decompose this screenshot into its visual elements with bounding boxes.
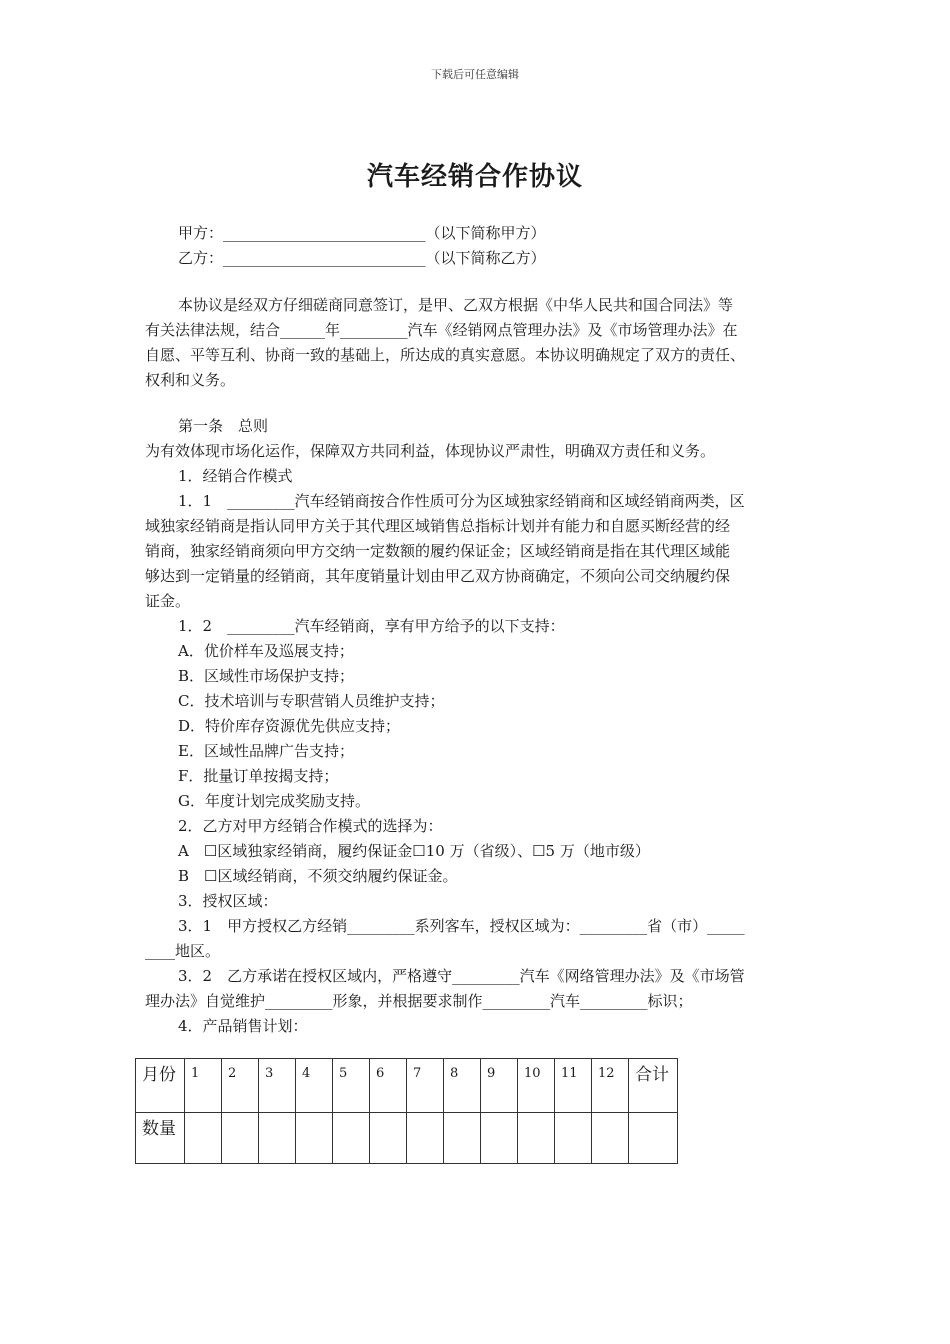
item3-heading: 3．授权区域： — [178, 892, 278, 910]
article-one — [145, 414, 810, 1039]
quantity-cell[interactable] — [296, 1113, 333, 1164]
quantity-cell[interactable] — [407, 1113, 444, 1164]
item1-1-line: 证金。 — [145, 592, 191, 610]
quantity-cell[interactable] — [185, 1113, 222, 1164]
article-heading: 第一条 总则 — [178, 417, 269, 435]
support-item: E．区域性品牌广告支持； — [178, 742, 354, 760]
item2-heading: 2．乙方对甲方经销合作模式的选择为： — [178, 817, 443, 835]
intro-line: 权利和义务。 — [145, 371, 236, 389]
quantity-cell[interactable] — [259, 1113, 296, 1164]
party-a: 甲方：___________________________（以下简称甲方） — [178, 224, 546, 242]
item3-2-line: 3．2 乙方承诺在授权区域内，严格遵守_________汽车《网络管理办法》及《市场管 — [178, 967, 745, 985]
intro-line: 有关法律法规，结合______年_________汽车《经销网点管理办法》及《市场管理办法》在 — [145, 321, 738, 339]
support-item: A．优价样车及巡展支持； — [178, 642, 354, 660]
item3-1-line: ____地区。 — [145, 942, 221, 960]
item1-1-line: 1．1 _________汽车经销商按合作性质可分为区域独家经销商和区域经销商两类，区 — [178, 492, 745, 510]
quantity-cell[interactable] — [481, 1113, 518, 1164]
item1-1-line: 销商，独家经销商须向甲方交纳一定数额的履约保证金；区域经销商是指在其代理区域能 — [145, 542, 731, 560]
month-cell: 1 — [185, 1059, 222, 1113]
support-item: B．区域性市场保护支持； — [178, 667, 355, 685]
month-cell: 10 — [518, 1059, 555, 1113]
item1-heading: 1．经销合作模式 — [178, 467, 293, 485]
parties-block — [145, 221, 810, 271]
quantity-cell[interactable] — [370, 1113, 407, 1164]
month-cell: 7 — [407, 1059, 444, 1113]
item3-2-line: 理办法》自觉维护_________形象，并根据要求制作_________汽车_________标识； — [145, 992, 693, 1010]
table-row — [136, 1059, 678, 1113]
month-cell: 4 — [296, 1059, 333, 1113]
sales-plan-table — [135, 1058, 678, 1164]
option-b: B ☐区域经销商，不须交纳履约保证金。 — [178, 867, 458, 885]
quantity-cell[interactable] — [555, 1113, 592, 1164]
month-cell: 5 — [333, 1059, 370, 1113]
row-label-quantity: 数量 — [136, 1113, 185, 1164]
item1-1-line: 够达到一定销量的经销商，其年度销量计划由甲乙双方协商确定，不须向公司交纳履约保 — [145, 567, 731, 585]
support-item: C．技术培训与专职营销人员维护支持； — [178, 692, 445, 710]
item4-heading: 4．产品销售计划： — [178, 1017, 308, 1035]
support-item: F．批量订单按揭支持； — [178, 767, 339, 785]
month-cell: 8 — [444, 1059, 481, 1113]
total-label: 合计 — [629, 1059, 678, 1113]
quantity-total-cell[interactable] — [629, 1113, 678, 1164]
support-item: D．特价库存资源优先供应支持； — [178, 717, 401, 735]
month-cell: 9 — [481, 1059, 518, 1113]
party-b: 乙方：___________________________（以下简称乙方） — [178, 249, 546, 267]
table-row — [136, 1113, 678, 1164]
purpose-text: 为有效体现市场化运作，保障双方共同利益，体现协议严肃性，明确双方责任和义务。 — [145, 442, 716, 460]
quantity-cell[interactable] — [518, 1113, 555, 1164]
quantity-cell[interactable] — [333, 1113, 370, 1164]
quantity-cell[interactable] — [592, 1113, 629, 1164]
row-label-month: 月份 — [136, 1059, 185, 1113]
month-cell: 12 — [592, 1059, 629, 1113]
quantity-cell[interactable] — [222, 1113, 259, 1164]
month-cell: 11 — [555, 1059, 592, 1113]
intro-paragraph — [145, 293, 810, 393]
item3-1-line: 3．1 甲方授权乙方经销_________系列客车，授权区域为：_________省（市）_____ — [178, 917, 745, 935]
document-title: 汽车经销合作协议 — [366, 162, 583, 192]
intro-line: 自愿、平等互利、协商一致的基础上，所达成的真实意愿。本协议明确规定了双方的责任、 — [145, 346, 746, 364]
quantity-cell[interactable] — [444, 1113, 481, 1164]
month-cell: 2 — [222, 1059, 259, 1113]
header-note: 下载后可任意编辑 — [431, 68, 519, 81]
item1-2: 1．2 _________汽车经销商，享有甲方给予的以下支持： — [178, 617, 565, 635]
support-item: G．年度计划完成奖励支持。 — [178, 792, 370, 810]
option-a: A ☐区域独家经销商，履约保证金☐10 万（省级）、☐5 万（地市级） — [178, 842, 650, 860]
intro-line: 本协议是经双方仔细磋商同意签订，是甲、乙双方根据《中华人民共和国合同法》等 — [178, 296, 734, 314]
month-cell: 6 — [370, 1059, 407, 1113]
month-cell: 3 — [259, 1059, 296, 1113]
item1-1-line: 域独家经销商是指认同甲方关于其代理区域销售总指标计划并有能力和自愿买断经营的经 — [145, 517, 731, 535]
